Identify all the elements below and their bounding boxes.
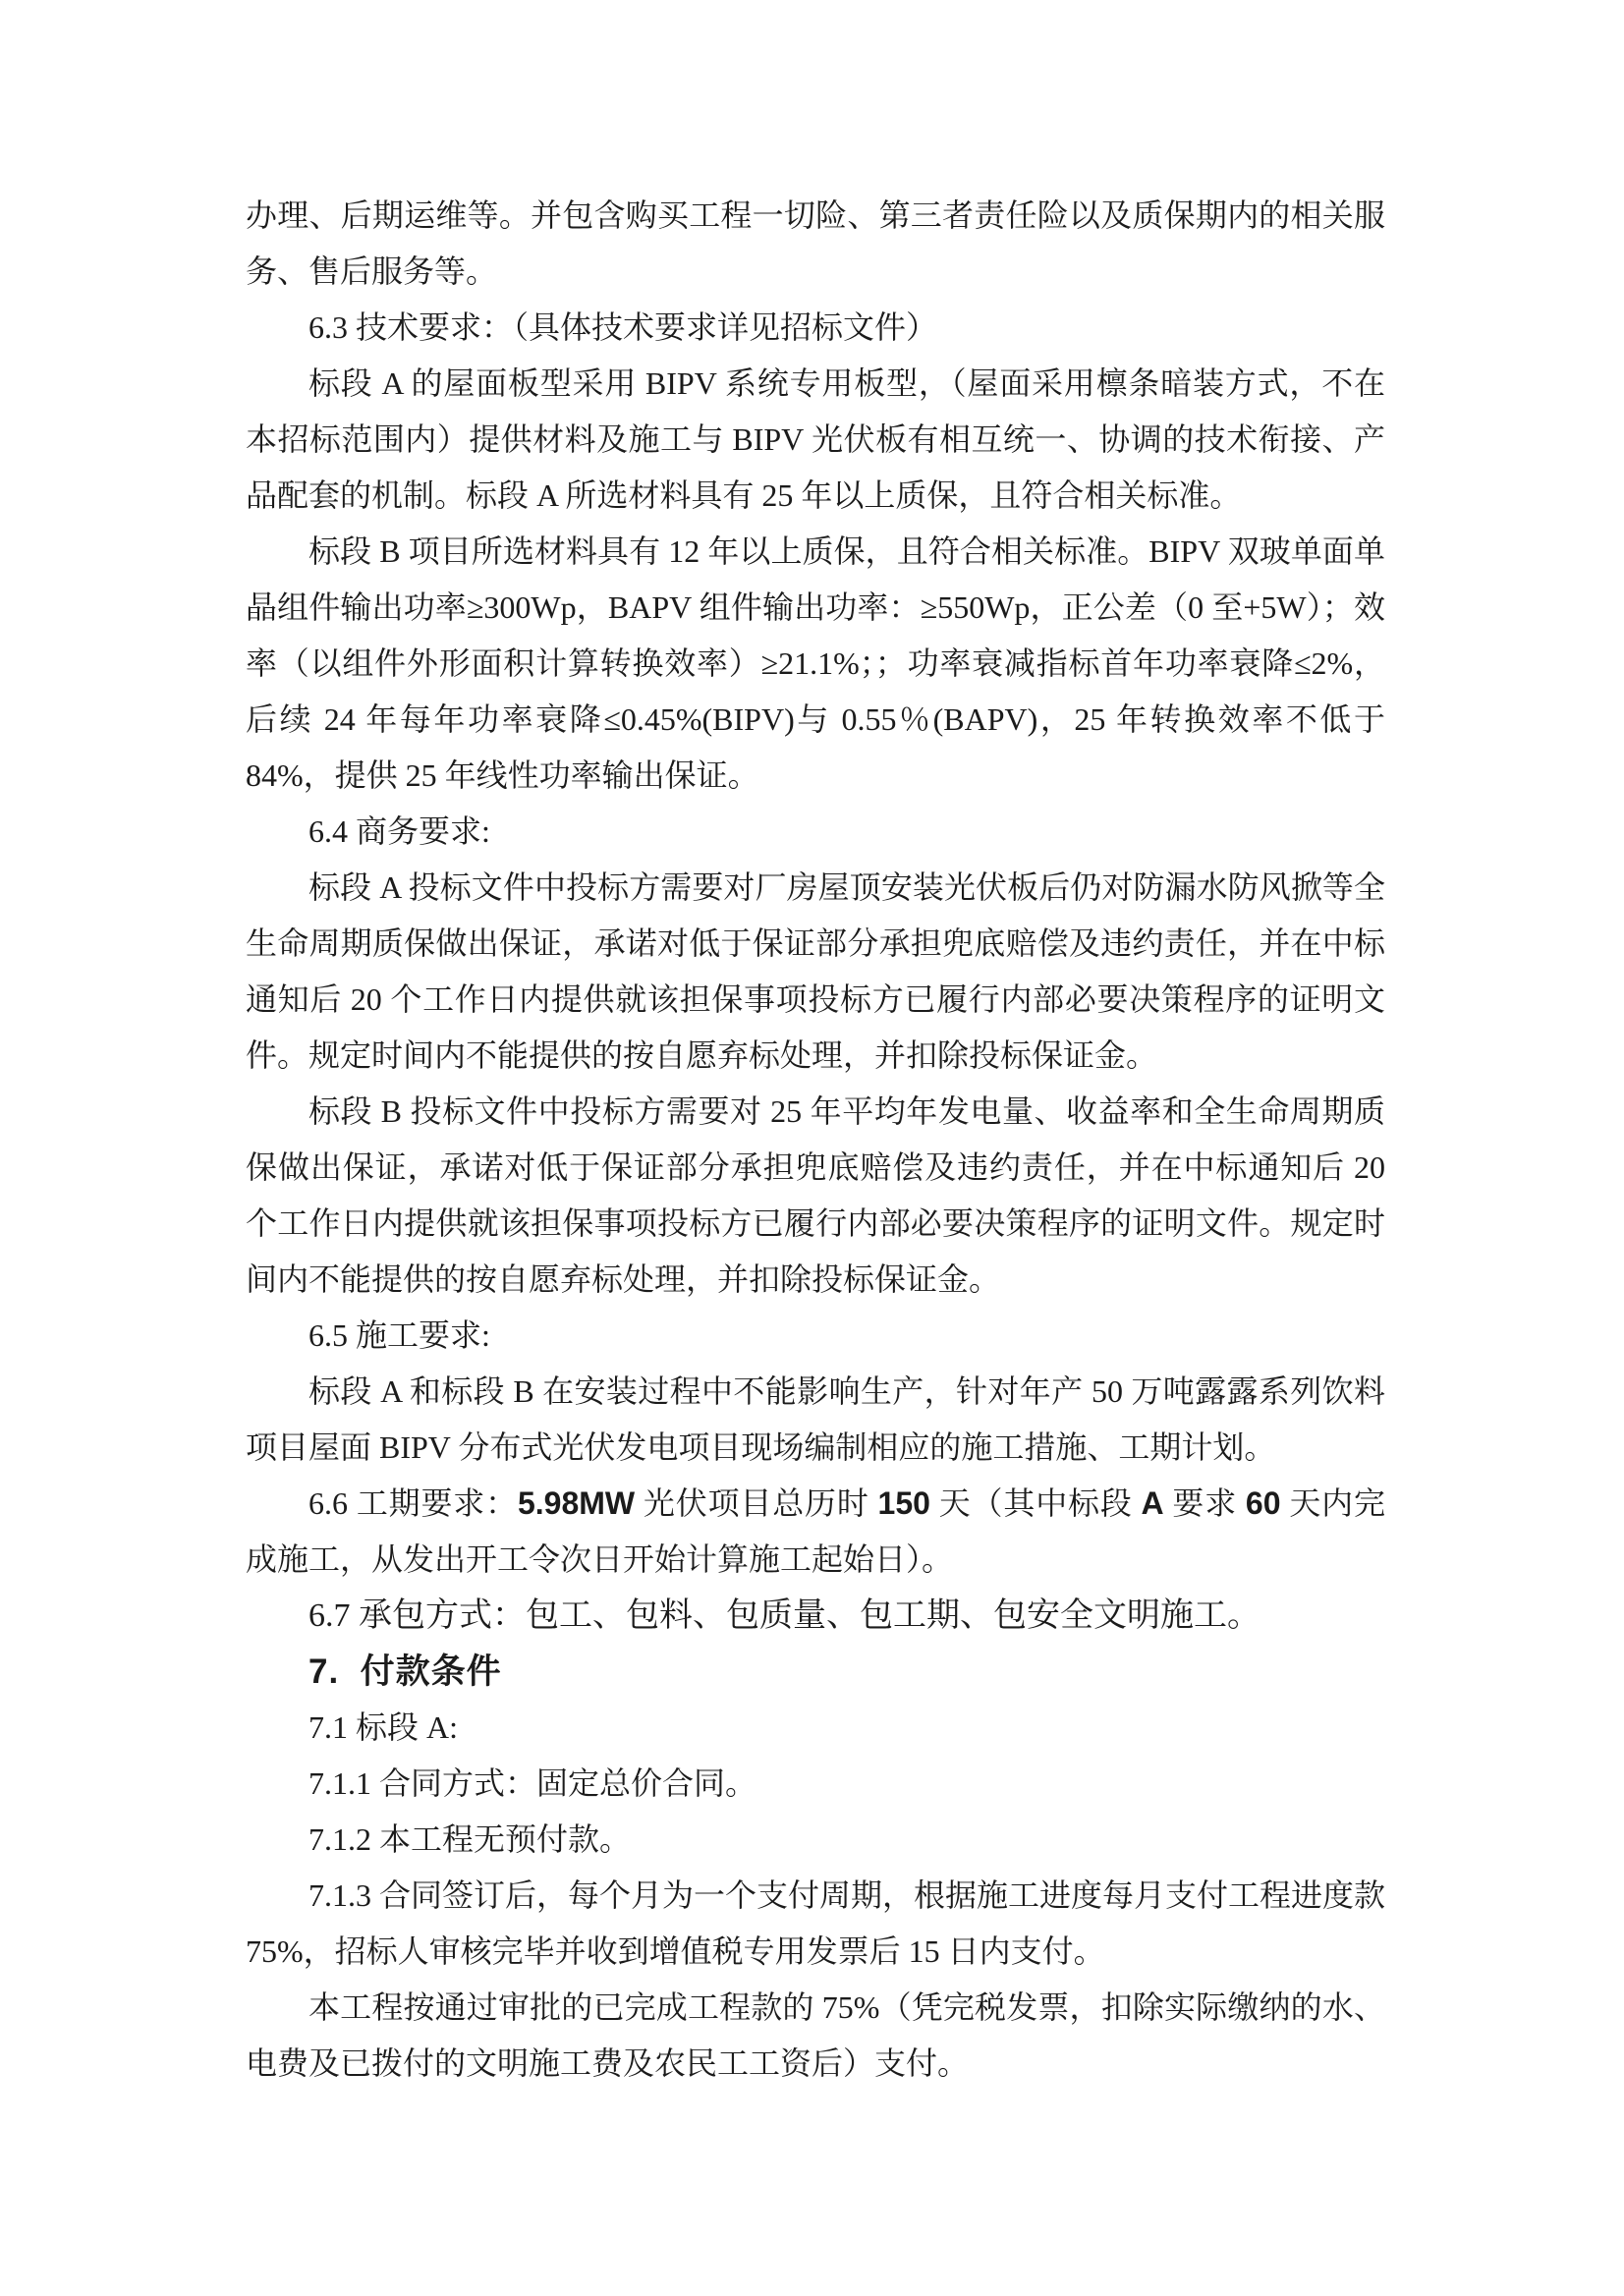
para-7-1-3-payment-cycle <box>246 1868 1385 1980</box>
text-run-sans: 60 <box>1245 1485 1281 1521</box>
text-run: 6.6 工期要求： <box>308 1485 518 1521</box>
text-run-sans: A <box>1141 1485 1164 1521</box>
text-run-sans: 150 <box>877 1485 930 1521</box>
para-6-5-construction-req <box>246 1308 1385 1364</box>
text-run: 7.1.2 本工程无预付款。 <box>308 1821 632 1857</box>
para-6-7-contracting-mode <box>246 1588 1385 1644</box>
text-run: 标段 B 投标文件中投标方需要对 25 年平均年发电量、收益率和全生命周期质保做出保证，承诺对低于保证部分承担兜底赔偿及违约责任，并在中标通知后 20 个工作日内提供就该担保事项投标方已履行内部必要决策程序的证明文件。规定时间内不能提供的按自愿弃标处理，并扣除投标保证金。 <box>246 1093 1385 1297</box>
text-run: 6.4 商务要求: <box>308 813 490 849</box>
text-run: 本工程按通过审批的已完成工程款的 75%（凭完税发票，扣除实际缴纳的水、电费及已拨付的文明施工费及农民工工资后）支付。 <box>246 1989 1385 2081</box>
para-6-3-technical-req <box>246 300 1385 356</box>
text-run: 标段 B 项目所选材料具有 12 年以上质保，且符合相关标准。BIPV 双玻单面单晶组件输出功率≥300Wp，BAPV 组件输出功率：≥550Wp，正公差（0 至+5W）；效率（以组件外形面积计算转换效率）≥21.1%；；功率衰减指标首年功率衰降≤2%，后续 24 年每年功率衰降≤0.45%(BIPV)与 0.55％(BAPV)，25 年转换效率不低于 84%，提供 25 年线性功率输出保证。 <box>246 533 1385 793</box>
text-run: 办理、后期运维等。并包含购买工程一切险、第三者责任险以及质保期内的相关服务、售后服务等。 <box>246 197 1385 289</box>
text-run: 7.1 标段 A: <box>308 1709 459 1745</box>
para-section-a-guarantee <box>246 860 1385 1084</box>
text-run: 7.1.3 合同签订后，每个月为一个支付周期，根据施工进度每月支付工程进度款 75%，招标人审核完毕并收到增值税专用发票后 15 日内支付。 <box>246 1877 1386 1969</box>
text-run: 6.5 施工要求: <box>308 1317 490 1353</box>
text-run: 天内完成施工，从发出开工令次日开始计算施工起始日）。 <box>246 1485 1385 1577</box>
text-run: 标段 A 投标文件中投标方需要对厂房屋顶安装光伏板后仍对防漏水防风掀等全生命周期质保做出保证，承诺对低于保证部分承担兜底赔偿及违约责任，并在中标通知后 20 个工作日内提供就该担保事项投标方已履行内部必要决策程序的证明文件。规定时间内不能提供的按自愿弃标处理，并扣除投标保证金。 <box>246 869 1385 1073</box>
text-run: 6.7 承包方式：包工、包料、包质量、包工期、包安全文明施工。 <box>308 1597 1260 1634</box>
para-6-6-schedule-req <box>246 1476 1385 1588</box>
para-7-1-2-no-advance <box>246 1812 1385 1868</box>
text-run: 6.3 技术要求：（具体技术要求详见招标文件） <box>308 309 938 345</box>
para-7-1-section-a <box>246 1700 1385 1756</box>
para-section-b-module-spec <box>246 524 1385 804</box>
text-run: 7. 付款条件 <box>308 1652 502 1691</box>
text-run: 标段 A 和标段 B 在安装过程中不能影响生产，针对年产 50 万吨露露系列饮料项目屋面 BIPV 分布式光伏发电项目现场编制相应的施工措施、工期计划。 <box>246 1373 1385 1465</box>
para-section-a-roof-spec <box>246 356 1385 524</box>
document-body <box>246 188 1385 2092</box>
text-run: 7.1.1 合同方式：固定总价合同。 <box>308 1765 757 1801</box>
heading-payment-terms <box>246 1644 1385 1700</box>
text-run: 标段 A 的屋面板型采用 BIPV 系统专用板型，（屋面采用檩条暗装方式，不在本招标范围内）提供材料及施工与 BIPV 光伏板有相互统一、协调的技术衔接、产品配套的机制。标段 A 所选材料具有 25 年以上质保，且符合相关标准。 <box>246 365 1385 513</box>
para-payment-basis <box>246 1980 1385 2092</box>
text-run-sans: 5.98MW <box>517 1485 636 1521</box>
para-continuation <box>246 188 1385 300</box>
text-run: 天（其中标段 <box>929 1485 1142 1521</box>
para-section-b-guarantee <box>246 1084 1385 1308</box>
text-run: 要求 <box>1163 1485 1246 1521</box>
para-6-4-commercial-req <box>246 804 1385 860</box>
text-run: 光伏项目总历时 <box>635 1485 878 1521</box>
para-construction-detail <box>246 1364 1385 1476</box>
para-7-1-1-contract-type <box>246 1756 1385 1812</box>
